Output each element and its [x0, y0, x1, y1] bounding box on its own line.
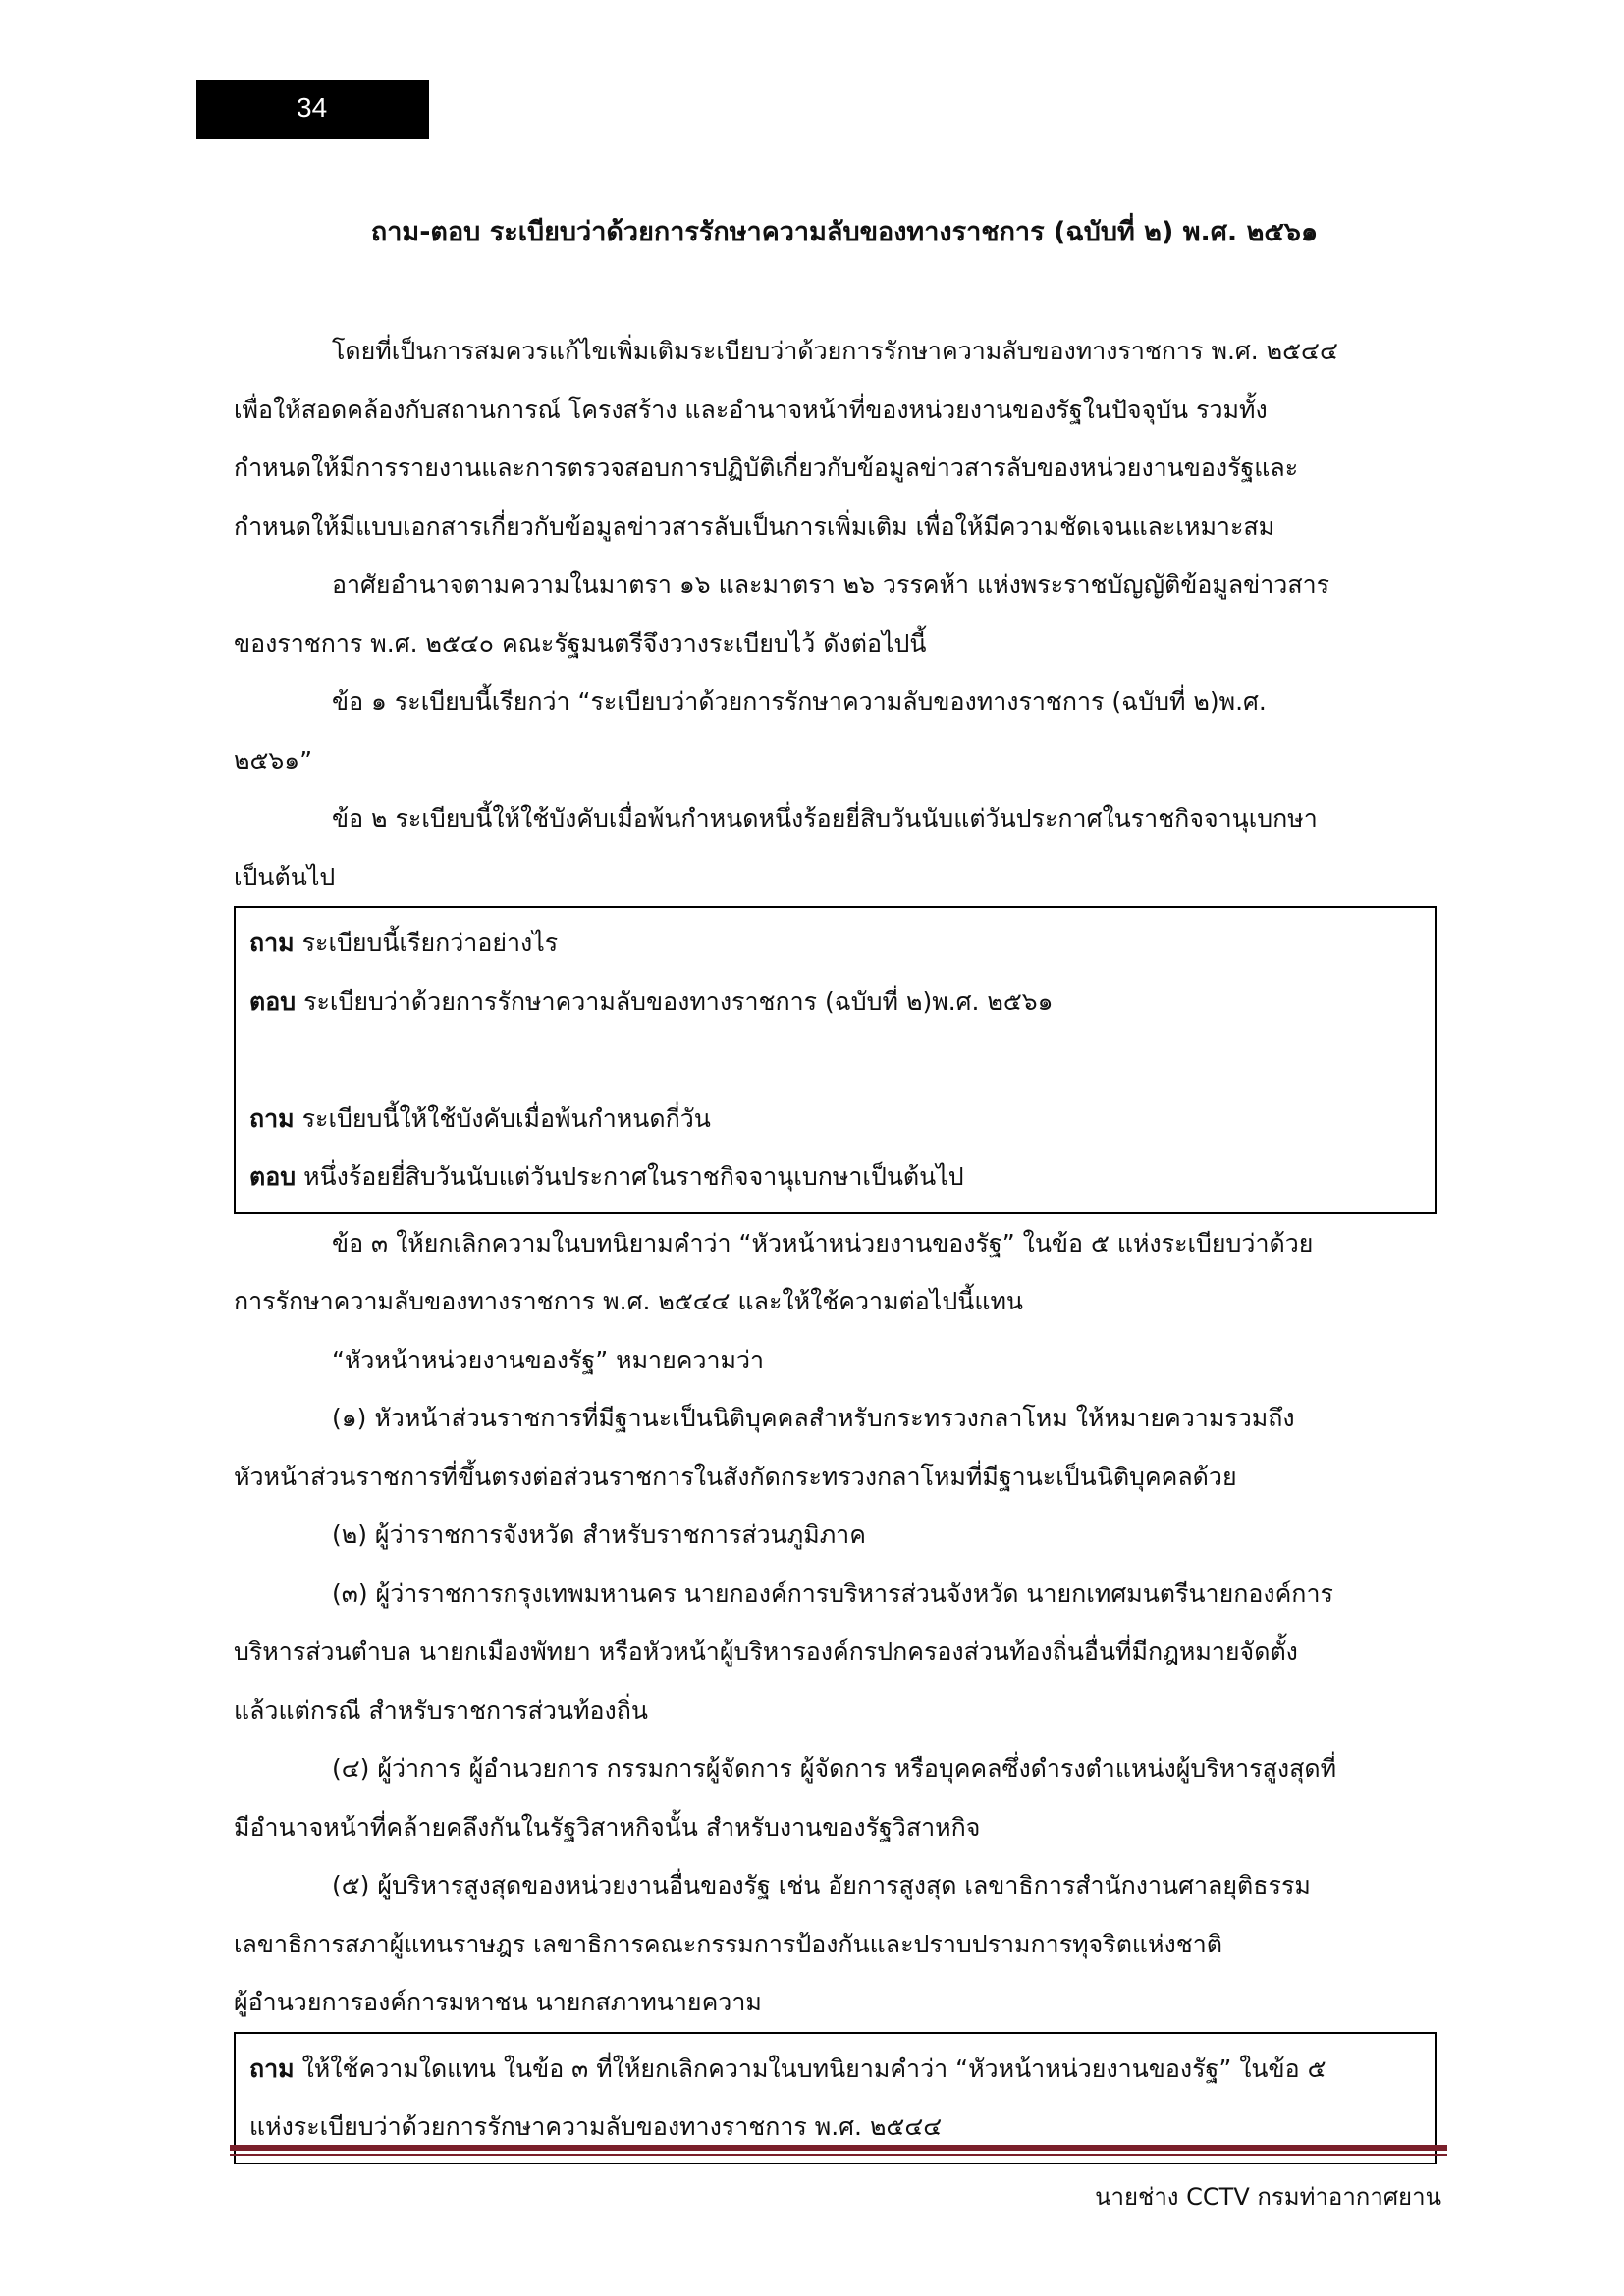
question-text: ระเบียบนี้ให้ใช้บังคับเมื่อพ้นกำหนดกี่วัน — [294, 1103, 711, 1133]
paragraph-line: กำหนดให้มีแบบเอกสารเกี่ยวกับข้อมูลข่าวสารลับเป็นการเพิ่มเติม เพื่อให้มีความชัดเจนและเหมาะสม — [234, 511, 1275, 541]
question-label: ถาม — [249, 1103, 295, 1133]
document-body — [234, 322, 1451, 2164]
answer-line — [249, 973, 1435, 1032]
answer-label: ตอบ — [249, 1162, 297, 1191]
page-number-badge: 34 — [196, 80, 429, 139]
paragraph-line: ข้อ ๓ ให้ยกเลิกความในบทนิยามคำว่า “หัวหน้าหน่วยงานของรัฐ” ในข้อ ๕ แห่งระเบียบว่าด้วย — [332, 1228, 1314, 1257]
footer-text: นายช่าง CCTV กรมท่าอากาศยาน — [1095, 2183, 1441, 2211]
paragraph-line: เพื่อให้สอดคล้องกับสถานการณ์ โครงสร้าง และอำนาจหน้าที่ของหน่วยงานของรัฐในปัจจุบัน รวมทั้ง — [234, 395, 1268, 424]
question-line: แห่งระเบียบว่าด้วยการรักษาความลับของทางราชการ พ.ศ. ๒๕๔๔ — [249, 2112, 943, 2141]
paragraph-line: กำหนดให้มีการรายงานและการตรวจสอบการปฏิบัติเกี่ยวกับข้อมูลข่าวสารลับของหน่วยงานของรัฐและ — [234, 454, 1299, 482]
answer-line — [249, 1148, 1435, 1206]
list-item-line: (๑) หัวหน้าส่วนราชการที่มีฐานะเป็นนิติบุคคลสำหรับกระทรวงกลาโหม ให้หมายความรวมถึง — [332, 1404, 1295, 1432]
list-item-line: บริหารส่วนตำบล นายกเมืองพัทยา หรือหัวหน้าผู้บริหารองค์กรปกครองส่วนท้องถิ่นอื่นที่มีกฎหมายจัดตั้ง — [234, 1637, 1298, 1666]
answer-text: หนึ่งร้อยยี่สิบวันนับแต่วันประกาศในราชกิจจานุเบกษาเป็นต้นไป — [296, 1162, 964, 1191]
answer-label: ตอบ — [249, 987, 297, 1016]
list-item-line: มีอำนาจหน้าที่คล้ายคลึงกันในรัฐวิสาหกิจนั้น สำหรับงานของรัฐวิสาหกิจ — [234, 1812, 981, 1842]
question-text: ระเบียบนี้เรียกว่าอย่างไร — [294, 929, 559, 957]
paragraph-line: ของราชการ พ.ศ. ๒๕๔๐ คณะรัฐมนตรีจึงวางระเบียบไว้ ดังต่อไปนี้ — [234, 628, 927, 658]
qa-box — [234, 906, 1437, 1214]
question-label: ถาม — [249, 2054, 295, 2083]
answer-text: ระเบียบว่าด้วยการรักษาความลับของทางราชการ (ฉบับที่ ๒)พ.ศ. ๒๕๖๑ — [296, 987, 1054, 1016]
question-text: ให้ใช้ความใดแทน ในข้อ ๓ ที่ให้ยกเลิกความในบทนิยามคำว่า “หัวหน้าหน่วยงานของรัฐ” ในข้อ ๕ — [294, 2054, 1326, 2083]
list-item-line: (๓) ผู้ว่าราชการกรุงเทพมหานคร นายกองค์การบริหารส่วนจังหวัด นายกเทศมนตรีนายกองค์การ — [332, 1578, 1333, 1608]
list-item-line: เลขาธิการสภาผู้แทนราษฎร เลขาธิการคณะกรรมการป้องกันและปราบปรามการทุจริตแห่งชาติ — [234, 1929, 1222, 1958]
page-title: ถาม-ตอบ ระเบียบว่าด้วยการรักษาความลับของทางราชการ (ฉบับที่ ๒) พ.ศ. ๒๕๖๑ — [370, 217, 1319, 247]
list-item-line: แล้วแต่กรณี สำหรับราชการส่วนท้องถิ่น — [234, 1695, 648, 1725]
list-item-line: ผู้อำนวยการองค์การมหาชน นายกสภาทนายความ — [234, 1988, 762, 2016]
question-line — [249, 1090, 1435, 1148]
paragraph-line: ๒๕๖๑” — [234, 745, 313, 774]
list-item-line: (๒) ผู้ว่าราชการจังหวัด สำหรับราชการส่วนภูมิภาค — [332, 1521, 866, 1549]
footer-divider — [230, 2145, 1447, 2156]
paragraph-line: “หัวหน้าหน่วยงานของรัฐ” หมายความว่า — [332, 1345, 765, 1374]
paragraph-line: ข้อ ๒ ระเบียบนี้ให้ใช้บังคับเมื่อพ้นกำหนดหนึ่งร้อยยี่สิบวันนับแต่วันประกาศในราชกิจจานุเบกษา — [332, 804, 1318, 832]
list-item-line: (๔) ผู้ว่าการ ผู้อำนวยการ กรรมการผู้จัดการ ผู้จัดการ หรือบุคคลซึ่งดำรงตำแหน่งผู้บริหารสูงสุดที่ — [332, 1754, 1337, 1783]
question-line — [249, 2040, 1435, 2099]
list-item-line: หัวหน้าส่วนราชการที่ขึ้นตรงต่อส่วนราชการในสังกัดกระทรวงกลาโหมที่มีฐานะเป็นนิติบุคคลด้วย — [234, 1462, 1237, 1491]
paragraph-line: การรักษาความลับของทางราชการ พ.ศ. ๒๕๔๔ และให้ใช้ความต่อไปนี้แทน — [234, 1287, 1024, 1315]
list-item-line: (๕) ผู้บริหารสูงสุดของหน่วยงานอื่นของรัฐ เช่น อัยการสูงสุด เลขาธิการสำนักงานศาลยุติธรรม — [332, 1871, 1311, 1899]
question-line — [249, 914, 1435, 973]
paragraph-line: โดยที่เป็นการสมควรแก้ไขเพิ่มเติมระเบียบว่าด้วยการรักษาความลับของทางราชการ พ.ศ. ๒๕๔๔ — [332, 337, 1338, 365]
paragraph-line: เป็นต้นไป — [234, 862, 336, 891]
paragraph-line: ข้อ ๑ ระเบียบนี้เรียกว่า “ระเบียบว่าด้วยการรักษาความลับของทางราชการ (ฉบับที่ ๒)พ.ศ. — [332, 687, 1267, 716]
paragraph-line: อาศัยอำนาจตามความในมาตรา ๑๖ และมาตรา ๒๖ วรรคห้า แห่งพระราชบัญญัติข้อมูลข่าวสาร — [332, 570, 1330, 599]
question-label: ถาม — [249, 929, 295, 957]
spacer — [249, 1031, 1435, 1090]
